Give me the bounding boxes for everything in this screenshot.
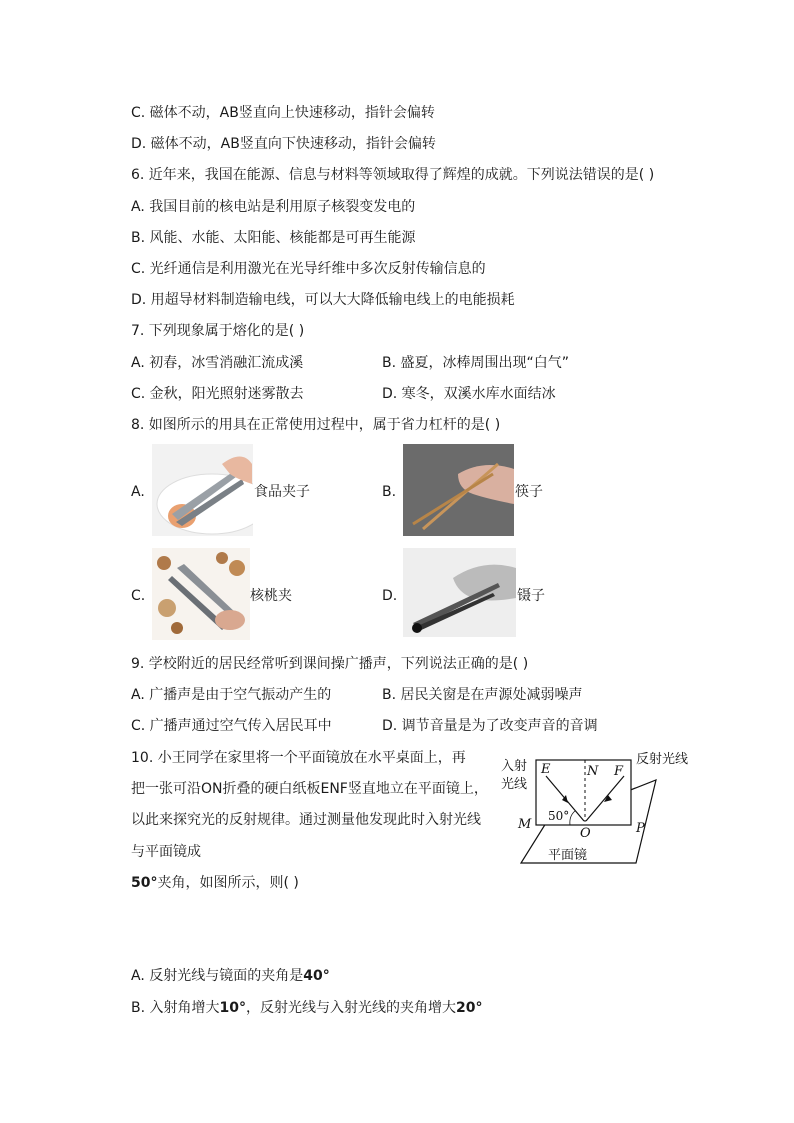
q6-stem: 6. 近年来，我国在能源、信息与材料等领域取得了辉煌的成就。下列说法错误的是( ) [131, 167, 655, 183]
q5-option-c: C. 磁体不动，AB竖直向上快速移动，指针会偏转 [131, 105, 435, 121]
q6-option-c: C. 光纤通信是利用激光在光导纤维中多次反射传输信息的 [131, 261, 486, 277]
q10-stem-line4: 与平面镜成 [131, 844, 201, 860]
tweezers-image [403, 548, 516, 637]
angle-label: 50° [548, 809, 570, 823]
point-n-label: N [587, 764, 599, 779]
q7-option-c: C. 金秋，阳光照射迷雾散去 [131, 386, 304, 402]
incident-ray-label-1: 入射 [501, 759, 528, 774]
q10-stem-line1: 10. 小王同学在家里将一个平面镜放在水平桌面上，再 [131, 750, 466, 766]
chopsticks-image [403, 444, 514, 536]
point-f-label: F [614, 764, 624, 779]
point-o-label: O [580, 826, 591, 841]
q8-option-a-label: 食品夹子 [254, 484, 310, 500]
point-m-label: M [518, 817, 532, 832]
q6-option-a: A. 我国目前的核电站是利用原子核裂变发电的 [131, 199, 416, 215]
q10-stem-line5 [131, 873, 299, 893]
point-e-label: E [541, 762, 551, 777]
q8-option-c-label: 核桃夹 [250, 588, 292, 604]
mirror-label: 平面镜 [548, 848, 588, 863]
q7-option-d: D. 寒冬，双溪水库水面结冰 [382, 386, 556, 402]
q9-stem: 9. 学校附近的居民经常听到课间操广播声，下列说法正确的是( ) [131, 656, 529, 672]
q10-option-b-value-1: 10° [219, 1000, 246, 1016]
q8-option-c-letter: C. [131, 588, 146, 604]
point-p-label: P [636, 821, 645, 836]
q8-option-d-label: 镊子 [517, 588, 545, 604]
q10-angle-value: 50° [131, 875, 158, 891]
q10-option-a-value: 40° [303, 968, 330, 984]
q7-stem: 7. 下列现象属于熔化的是( ) [131, 323, 305, 339]
q8-option-b-letter: B. [382, 484, 397, 500]
q10-option-b-text-1: B. 入射角增大 [131, 1000, 220, 1016]
q10-option-b-value-2: 20° [456, 1000, 483, 1016]
q8-option-a-letter: A. [131, 484, 145, 500]
food-tongs-image [152, 444, 253, 536]
q10-stem-line3: 以此来探究光的反射规律。通过测量他发现此时入射光线 [131, 812, 481, 828]
q10-option-a [131, 966, 330, 986]
reflected-ray-label: 反射光线 [636, 752, 689, 767]
reflection-diagram [496, 748, 696, 873]
q7-option-b: B. 盛夏，冰棒周围出现“白气” [382, 355, 570, 371]
q6-option-b: B. 风能、水能、太阳能、核能都是可再生能源 [131, 230, 416, 246]
q10-option-b [131, 998, 482, 1018]
q9-option-a: A. 广播声是由于空气振动产生的 [131, 687, 332, 703]
q8-option-b-label: 筷子 [515, 484, 543, 500]
q8-stem: 8. 如图所示的用具在正常使用过程中，属于省力杠杆的是( ) [131, 417, 501, 433]
nutcracker-image [152, 548, 250, 640]
q5-option-d: D. 磁体不动，AB竖直向下快速移动，指针会偏转 [131, 136, 436, 152]
q9-option-c: C. 广播声通过空气传入居民耳中 [131, 718, 332, 734]
q6-option-d: D. 用超导材料制造输电线，可以大大降低输电线上的电能损耗 [131, 292, 515, 308]
q10-option-a-text: A. 反射光线与镜面的夹角是 [131, 968, 304, 984]
incident-ray-label-2: 光线 [501, 777, 528, 792]
q9-option-d: D. 调节音量是为了改变声音的音调 [382, 718, 598, 734]
q9-option-b: B. 居民关窗是在声源处减弱噪声 [382, 687, 583, 703]
q7-option-a: A. 初春，冰雪消融汇流成溪 [131, 355, 304, 371]
q10-option-b-text-2: ，反射光线与入射光线的夹角增大 [246, 1000, 456, 1016]
q10-stem-line2: 把一张可沿ON折叠的硬白纸板ENF竖直地立在平面镜上， [131, 781, 488, 797]
q10-stem-line5-text: 夹角，如图所示，则( ) [157, 875, 299, 891]
q8-option-d-letter: D. [382, 588, 398, 604]
